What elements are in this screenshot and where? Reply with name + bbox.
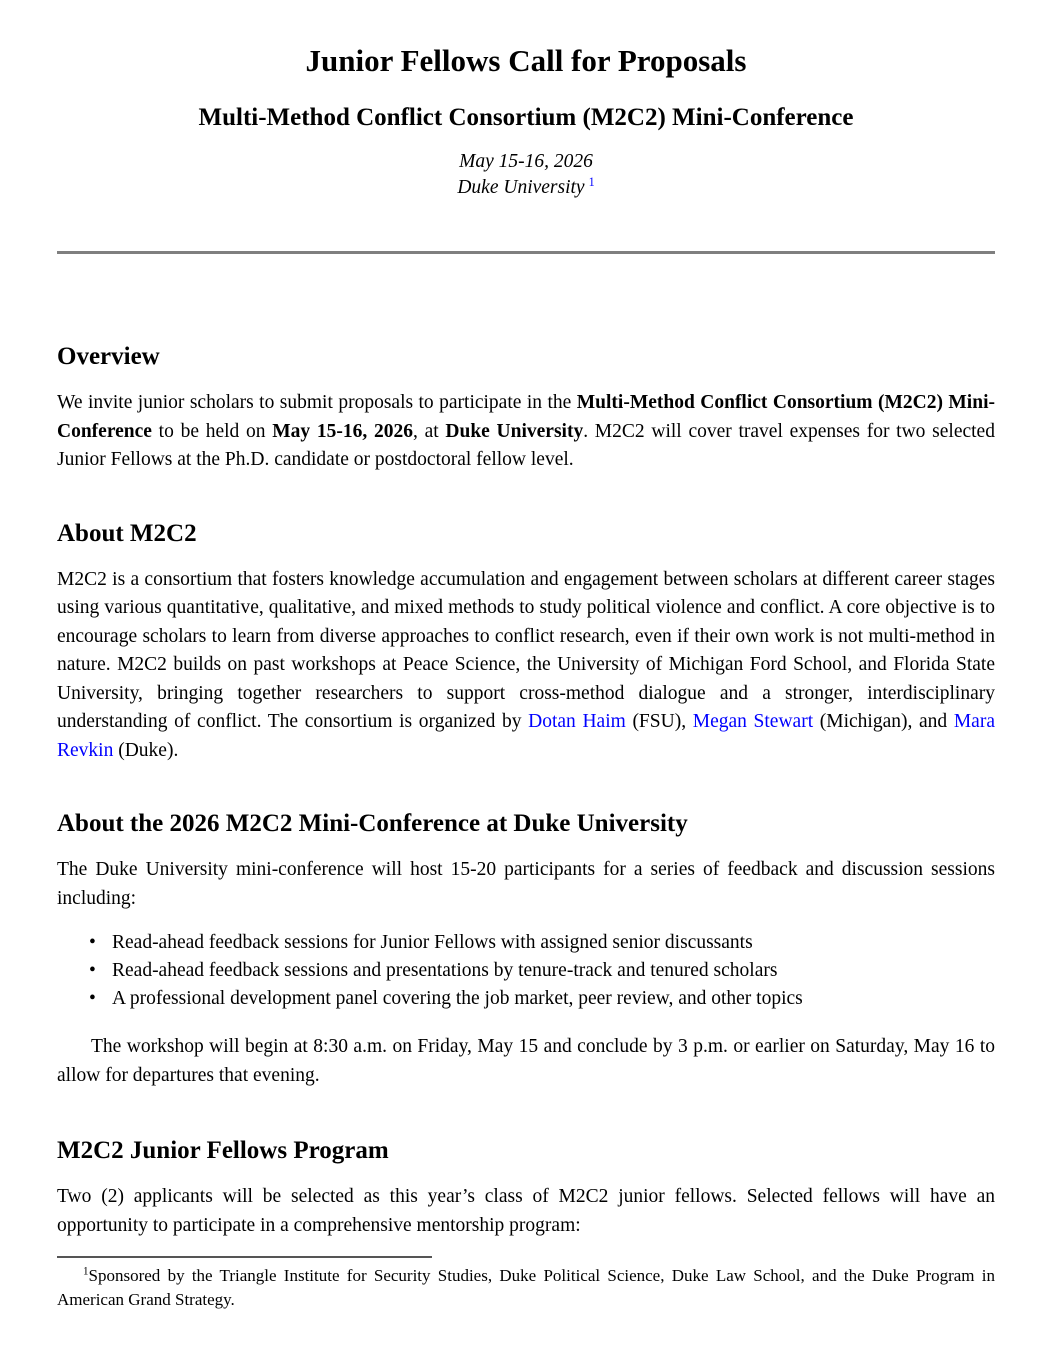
- overview-bold-date: May 15-16, 2026: [272, 420, 413, 442]
- junior-fellows-paragraph: Two (2) applicants will be selected as this year’s class of M2C2 junior fellows. Selected fellows will have an opportunity to participate in a comprehensive mentorship program:: [57, 1186, 995, 1236]
- document-title: Junior Fellows Call for Proposals: [305, 43, 747, 78]
- footnote-text: [57, 1264, 995, 1312]
- section-overview: [57, 340, 995, 475]
- overview-heading: Overview: [57, 343, 160, 371]
- link-megan-stewart[interactable]: Megan Stewart: [692, 711, 814, 733]
- mini-conference-intro: The Duke University mini-conference will host 15-20 participants for a series of feedback and discussion sessions including:: [57, 859, 995, 909]
- about-m2c2-heading: About M2C2: [57, 519, 197, 547]
- conference-venue: [57, 175, 995, 201]
- footnote-reference-link[interactable]: 1: [588, 174, 595, 189]
- bullet-item-junior-fellows-sessions: • Read-ahead feedback sessions for Junior Fellows with assigned senior discussants: [112, 929, 995, 957]
- about-text-2: (FSU),: [625, 711, 693, 733]
- bullet-item-professional-panel: • A professional development panel covering the job market, peer review, and other topics: [112, 985, 995, 1013]
- footnote-body: Sponsored by the Triangle Institute for Security Studies, Duke Political Science, Duke Law School, and the Duke Program in American Grand Strategy.: [57, 1266, 995, 1310]
- about-text-3: (Michigan), and: [813, 711, 954, 733]
- junior-fellows-heading: M2C2 Junior Fellows Program: [57, 1137, 389, 1165]
- footnote-divider-rule: [57, 1256, 432, 1258]
- link-dotan-haim[interactable]: Dotan Haim: [528, 711, 626, 733]
- workshop-schedule-paragraph: The workshop will begin at 8:30 a.m. on Friday, May 15 and conclude by 3 p.m. or earlier on Saturday, May 16 to allow for departures that evening.: [57, 1036, 995, 1086]
- section-junior-fellows-program: [57, 1134, 995, 1240]
- about-text-4: (Duke).: [113, 739, 179, 761]
- overview-text-3: , at: [412, 420, 446, 442]
- bullet-item-scholar-sessions: • Read-ahead feedback sessions and presentations by tenure-track and tenured scholars: [112, 957, 995, 985]
- about-m2c2-paragraph: [57, 566, 995, 766]
- mini-conference-heading: About the 2026 M2C2 Mini-Conference at Duke University: [57, 810, 688, 838]
- link-mara-revkin[interactable]: Mara Revkin: [57, 711, 995, 761]
- footnote-block: [57, 1256, 995, 1312]
- overview-text-1: We invite junior scholars to submit proposals to participate in the: [57, 392, 577, 414]
- about-text-1: M2C2 is a consortium that fosters knowledge accumulation and engagement between scholars at different career stages using various quantitative, qualitative, and mixed methods to study political violence and conflict. A core objective is to encourage scholars to learn from diverse approaches to conflict research, even if their own work is not multi-method in nature. M2C2 builds on past workshops at Peace Science, the University of Michigan Ford School, and Florida State University, bringing together researchers to support cross-method dialogue and a stronger, interdisciplinary understanding of conflict. The consortium is organized by: [57, 568, 995, 733]
- overview-text-2: to be held on: [151, 420, 273, 442]
- section-about-m2c2: [57, 517, 995, 766]
- venue-text: Duke University: [457, 177, 585, 199]
- overview-paragraph: [57, 389, 995, 475]
- document-subtitle: Multi-Method Conflict Consortium (M2C2) Mini-Conference: [198, 104, 854, 132]
- overview-text-4: . M2C2 will cover travel expenses for two selected Junior Fellows at the Ph.D. candidate or postdoctoral fellow level.: [57, 420, 995, 471]
- title-block: [57, 42, 995, 201]
- title-divider-rule: [57, 251, 995, 254]
- overview-bold-venue: Duke University: [445, 420, 584, 442]
- section-mini-conference: [57, 807, 995, 1090]
- footnote-marker: 1: [83, 1265, 89, 1278]
- overview-bold-conference-name: Multi-Method Conflict Consortium (M2C2) Mini-Conference: [57, 392, 995, 442]
- session-bullet-list: [57, 929, 995, 1013]
- conference-date: May 15-16, 2026: [459, 151, 593, 173]
